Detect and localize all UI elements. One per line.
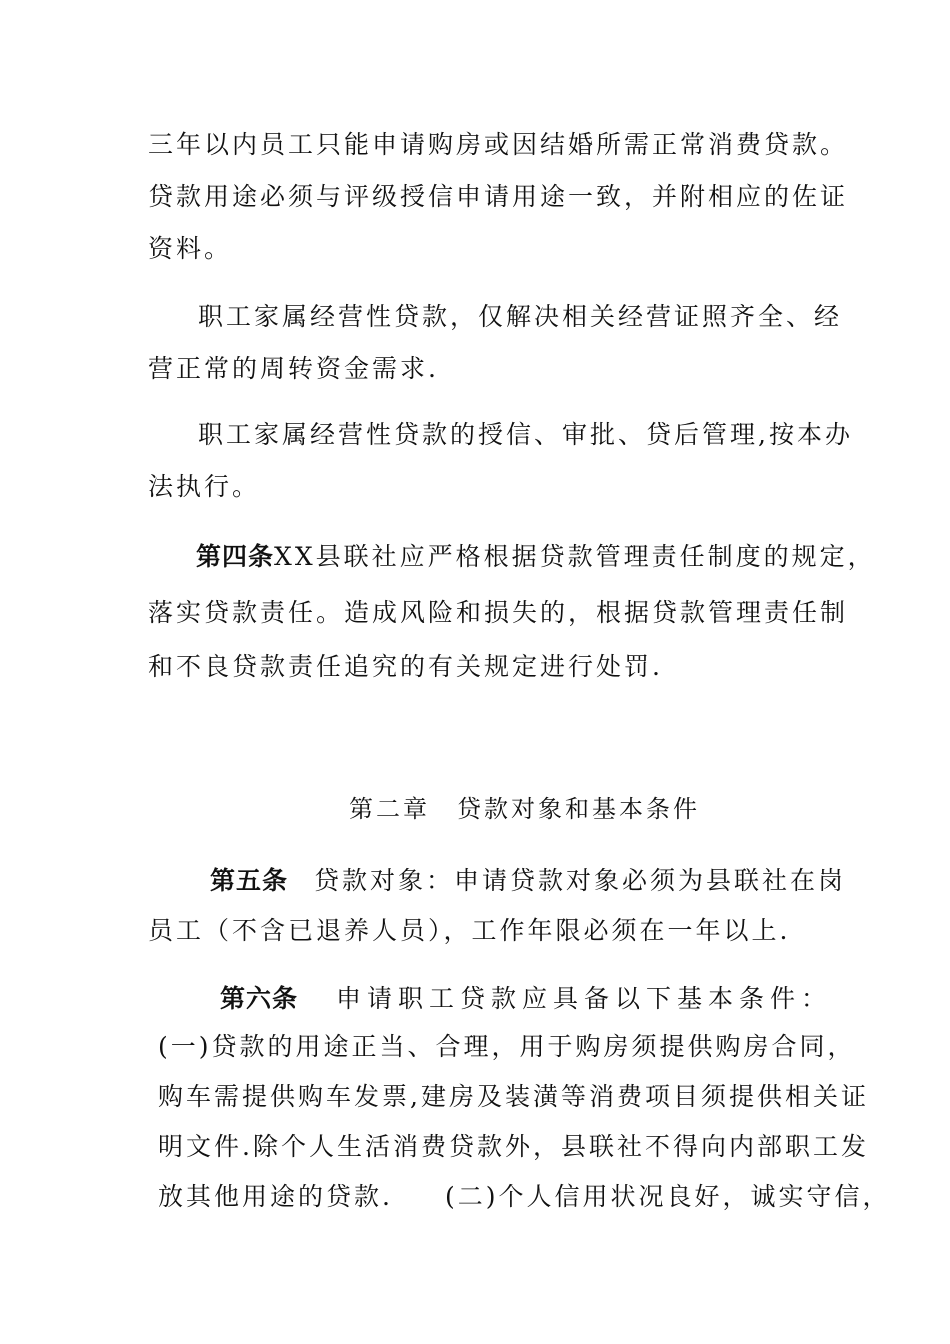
text-line: 法执行。	[148, 472, 261, 501]
text-line	[158, 1180, 890, 1214]
text-line: 贷款对象：申请贷款对象必须为县联社在岗	[314, 866, 847, 895]
text-line: 贷款用途必须与评级授信申请用途一致，并附相应的佐证	[148, 182, 849, 211]
text-line: 和不良贷款责任追究的有关规定进行处罚.	[148, 652, 663, 681]
article-4-label: 第四条	[196, 542, 275, 571]
text-line: 落实贷款责任。造成风险和损失的，根据贷款管理责任制	[148, 598, 849, 627]
article-4-line	[196, 540, 876, 574]
text-segment: 放其他用途的贷款.	[158, 1182, 393, 1211]
text-line: 明文件.除个人生活消费贷款外，县联社不得向内部职工发	[158, 1132, 869, 1161]
article-6-label: 第六条	[220, 984, 299, 1013]
text-line: 三年以内员工只能申请购房或因结婚所需正常消费贷款。	[148, 130, 849, 159]
text-line: 职工家属经营性贷款，仅解决相关经营证照齐全、经	[198, 302, 843, 331]
text-segment: (二)个人信用状况良好，诚实守信，	[444, 1182, 891, 1211]
text-line: XX县联社应严格根据贷款管理责任制度的规定，	[274, 542, 876, 571]
text-line: 申请职工贷款应具备以下基本条件：	[336, 984, 833, 1013]
text-line: (一)贷款的用途正当、合理，用于购房须提供购房合同，	[158, 1032, 856, 1061]
text-line: 员工（不含已退养人员），工作年限必须在一年以上.	[148, 916, 791, 945]
text-line: 职工家属经营性贷款的授信、审批、贷后管理,按本办	[198, 420, 853, 449]
text-line: 营正常的周转资金需求.	[148, 354, 439, 383]
text-line: 资料。	[148, 234, 233, 263]
article-5-label: 第五条	[210, 866, 289, 895]
text-line: 购车需提供购车发票,建房及装潢等消费项目须提供相关证	[158, 1082, 869, 1111]
article-6-line	[220, 982, 832, 1016]
chapter-title: 第二章 贷款对象和基本条件	[349, 795, 700, 823]
article-5-line	[210, 864, 846, 898]
